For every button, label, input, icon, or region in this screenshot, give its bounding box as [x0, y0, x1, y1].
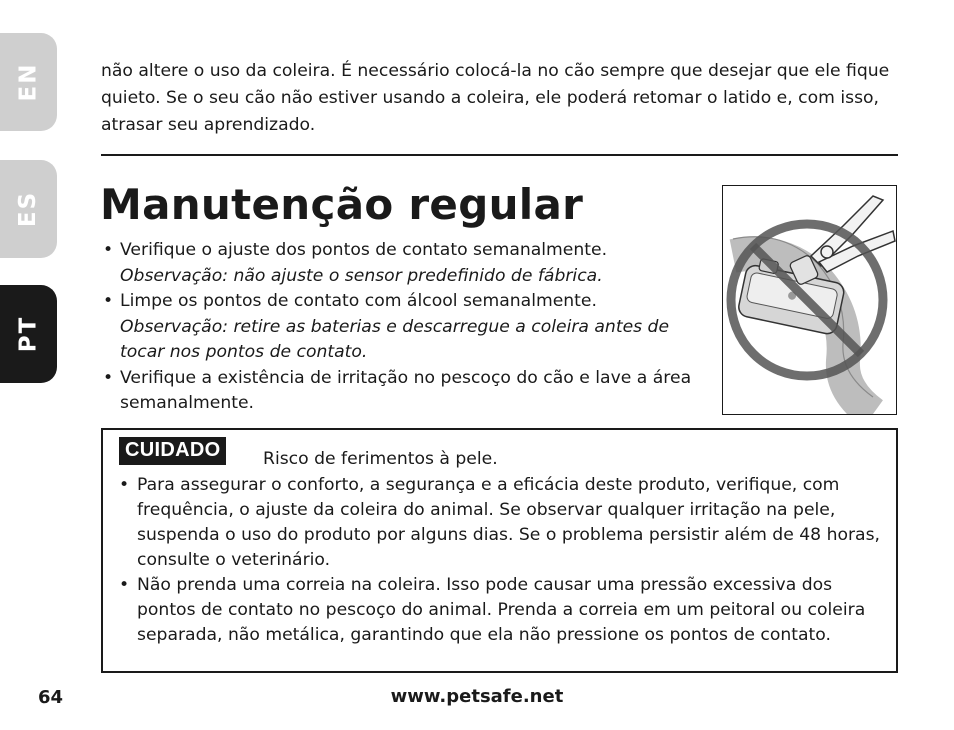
section-divider	[101, 154, 898, 156]
tab-pt[interactable]	[0, 285, 57, 383]
website-url[interactable]: www.petsafe.net	[390, 686, 564, 707]
list-item-text: Limpe os pontos de contato com álcool semanalmente.	[120, 291, 597, 311]
no-pliers-illustration	[722, 185, 897, 415]
list-item	[101, 366, 716, 417]
list-item	[101, 238, 716, 289]
caution-list	[117, 473, 892, 648]
list-item: • Para assegurar o conforto, a segurança e a eficácia deste produto, verifique, com frequência, o ajuste da coleira do animal. Se observar qualquer irritação na pele, suspenda o uso do produto por alguns dias. Se o problema persistir além de 48 horas, consulte o veterinário.	[117, 473, 892, 573]
page-number: 64	[38, 687, 64, 708]
caution-box	[101, 428, 898, 673]
tab-es-label: ES	[15, 190, 42, 228]
list-item-text: Verifique a existência de irritação no pescoço do cão e lave a área semanalmente.	[120, 367, 692, 413]
tab-pt-label: PT	[15, 315, 42, 353]
section-title: Manutenção regular	[100, 180, 584, 229]
caution-badge: CUIDADO	[119, 437, 226, 465]
intro-paragraph: não altere o uso da coleira. É necessário colocá-la no cão sempre que desejar que ele fique quieto. Se o seu cão não estiver usando a coleira, ele poderá retomar o latido e, com isso, atrasar seu aprendizado.	[101, 61, 890, 135]
caution-lead: Risco de ferimentos à pele.	[263, 449, 498, 469]
tab-es[interactable]	[0, 160, 57, 258]
list-item	[101, 289, 716, 366]
list-item-note: Observação: retire as baterias e descarregue a coleira antes de tocar nos pontos de contato.	[120, 316, 670, 362]
list-item-note: Observação: não ajuste o sensor predefinido de fábrica.	[120, 265, 603, 286]
list-item-text: Verifique o ajuste dos pontos de contato semanalmente.	[120, 240, 608, 260]
maintenance-list	[101, 238, 716, 417]
no-pliers-on-collar-icon	[723, 186, 897, 415]
tab-en[interactable]	[0, 33, 57, 131]
tab-en-label: EN	[15, 62, 42, 102]
list-item: • Não prenda uma correia na coleira. Isso pode causar uma pressão excessiva dos pontos de contato no pescoço do animal. Prenda a correia em um peitoral ou coleira separada, não metálica, garantindo que ela não pressione os pontos de contato.	[117, 573, 892, 648]
